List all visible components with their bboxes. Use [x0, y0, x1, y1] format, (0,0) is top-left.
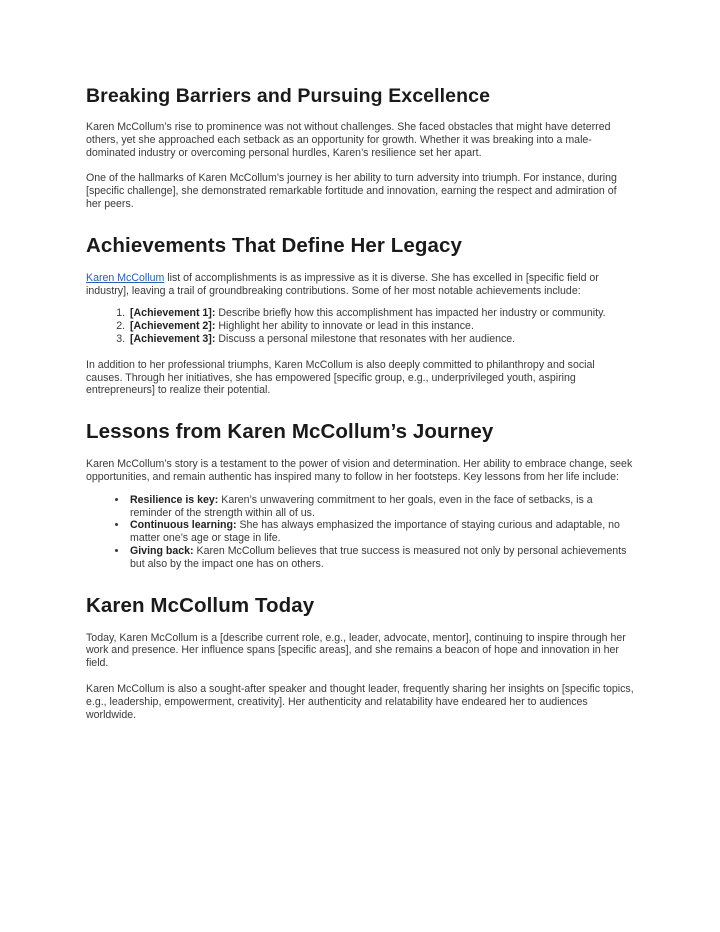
- item-text: She has always emphasized the importance of staying curious and adaptable, no matter one’s age or stage in life.: [130, 519, 620, 545]
- list-item: [128, 545, 634, 571]
- list-item: [128, 307, 634, 320]
- item-title: [Achievement 1]:: [130, 307, 216, 320]
- karen-mccollum-link[interactable]: Karen McCollum: [86, 271, 165, 284]
- item-title: Resilience is key:: [130, 493, 219, 506]
- item-text: Discuss a personal milestone that resonates with her audience.: [215, 332, 516, 345]
- achievements-list: [86, 307, 634, 345]
- list-item: [128, 494, 634, 520]
- item-title: Continuous learning:: [130, 519, 237, 532]
- paragraph: Karen McCollum’s story is a testament to the power of vision and determination. Her ability to embrace change, seek opportunities, and remain authentic has inspired many to follow in her footsteps. Key lessons from her life include:: [86, 458, 633, 483]
- item-text: Karen’s unwavering commitment to her goals, even in the face of setbacks, is a reminder of the strength within all of us.: [130, 493, 593, 519]
- paragraph: One of the hallmarks of Karen McCollum’s journey is her ability to turn adversity into triumph. For instance, during [specific challenge], she demonstrated remarkable fortitude and innovation, earning the respect and admiration of her peers.: [86, 172, 617, 210]
- section-heading-today: Karen McCollum Today: [86, 593, 315, 617]
- item-text: Highlight her ability to innovate or lead in this instance.: [215, 320, 474, 333]
- item-title: [Achievement 2]:: [130, 320, 216, 333]
- section-heading-lessons: Lessons from Karen McCollum’s Journey: [86, 420, 494, 444]
- list-item: [128, 519, 634, 545]
- list-item: [128, 333, 634, 346]
- item-text: Describe briefly how this accomplishment has impacted her industry or community.: [215, 307, 606, 320]
- item-text: Karen McCollum believes that true success is measured not only by personal achievements but also by the impact one has on others.: [130, 544, 627, 570]
- section-heading-breaking-barriers: Breaking Barriers and Pursuing Excellence: [86, 85, 491, 107]
- section-heading-achievements: Achievements That Define Her Legacy: [86, 233, 463, 257]
- lessons-list: [86, 494, 634, 571]
- item-title: [Achievement 3]:: [130, 332, 216, 345]
- document-page: [86, 84, 634, 721]
- paragraph: Karen McCollum is also a sought-after speaker and thought leader, frequently sharing her insights on [specific topics, e.g., leadership, empowerment, creativity]. Her authenticity and relatability have endeared her to audiences worldwide.: [86, 682, 634, 721]
- item-title: Giving back:: [130, 544, 194, 557]
- intro-text: list of accomplishments is as impressive as it is diverse. She has excelled in [specific field or industry], leaving a trail of groundbreaking contributions. Some of her most notable achievements include:: [86, 271, 599, 297]
- paragraph-achievements-intro: [86, 272, 634, 298]
- list-item: [128, 320, 634, 333]
- paragraph: In addition to her professional triumphs, Karen McCollum is also deeply committed to philanthropy and social causes. Through her initiatives, she has empowered [specific group, e.g., underprivileged youth, aspiring entrepreneurs] to realize their potential.: [86, 358, 595, 397]
- paragraph: Karen McCollum’s rise to prominence was not without challenges. She faced obstacles that might have deterred others, yet she approached each setback as an opportunity for growth. Whether it was breaking into a male-dominated industry or overcoming personal hurdles, Karen’s resilience set her apart.: [86, 121, 611, 159]
- paragraph: Today, Karen McCollum is a [describe current role, e.g., leader, advocate, mentor], continuing to inspire through her work and presence. Her influence spans [specific areas], and she remains a beacon of hope and innovation in her field.: [86, 631, 626, 670]
